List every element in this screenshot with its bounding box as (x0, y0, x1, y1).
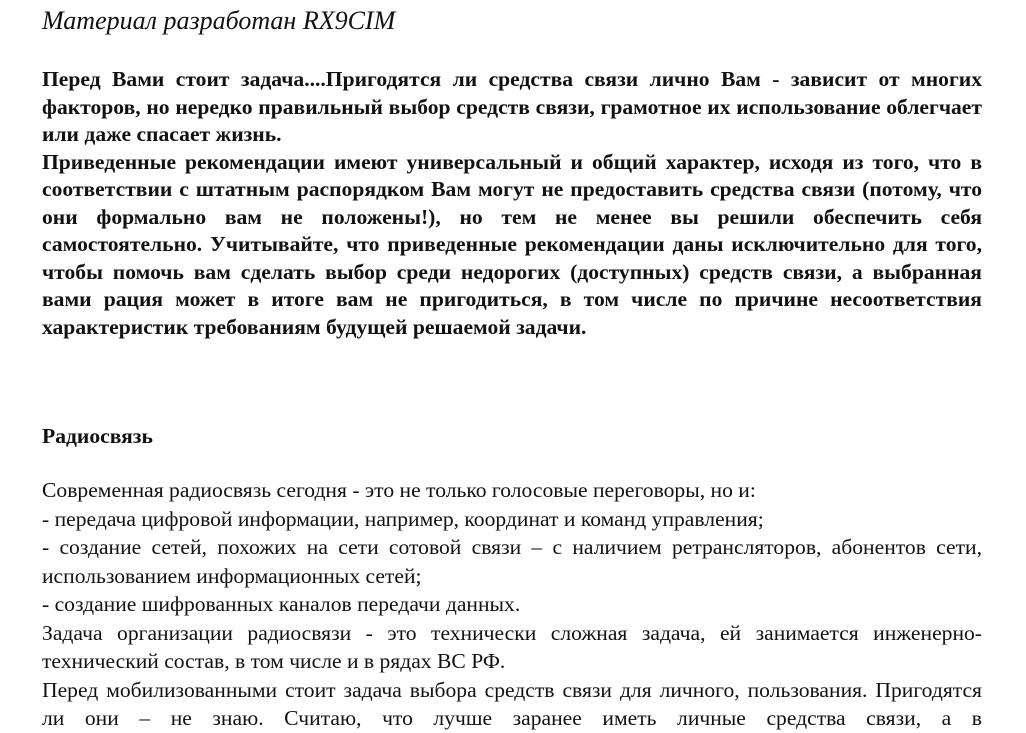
list-item: - создание сетей, похожих на сети сотовой связи – с наличием ретрансляторов, абонентов сети, использованием информационных сетей; (42, 535, 982, 588)
document-header: Материал разработан RX9CIM (42, 6, 396, 35)
list-item: - передача цифровой информации, например, координат и команд управления; (42, 506, 764, 531)
list-item: - создание шифрованных каналов передачи данных. (42, 592, 521, 616)
mobilization-paragraph: Перед мобилизованными стоит задача выбора средств связи для личного, пользования. Пригодятся ли они – не знаю. Считаю, что лучше заранее иметь личные средства связи, а в (42, 677, 982, 730)
organization-paragraph: Задача организации радиосвязи - это технически сложная задача, ей занимается инженерно-технический состав, в том числе и в рядах ВС РФ. (42, 620, 982, 673)
section-title: Радиосвязь (42, 424, 153, 448)
intro-paragraph-2: Приведенные рекомендации имеют универсальный и общий характер, исходя из того, что в соответствии с штатным распорядком Вам могут не предоставить средства связи (потому, что они формально вам не положены!), но тем не менее вы решили обеспечить себя самостоятельно. Учитывайте, что приведенные рекомендации даны исключительно для того, чтобы помочь вам сделать выбор среди недорогих (доступных) средств связи, а выбранная вами рация может в итоге вам не пригодиться, в том числе по причине несоответствия характеристик требованиям будущей решаемой задачи. (42, 149, 982, 339)
intro-paragraph-1: Перед Вами стоит задача....Пригодятся ли средства связи лично Вам - зависит от многих факторов, но нередко правильный выбор средств связи, грамотное их использование облегчает или даже спасает жизнь. (42, 67, 982, 146)
intro-block (42, 66, 982, 341)
section-lead: Современная радиосвязь сегодня - это не только голосовые переговоры, но и: (42, 478, 756, 502)
section-body (42, 476, 982, 733)
